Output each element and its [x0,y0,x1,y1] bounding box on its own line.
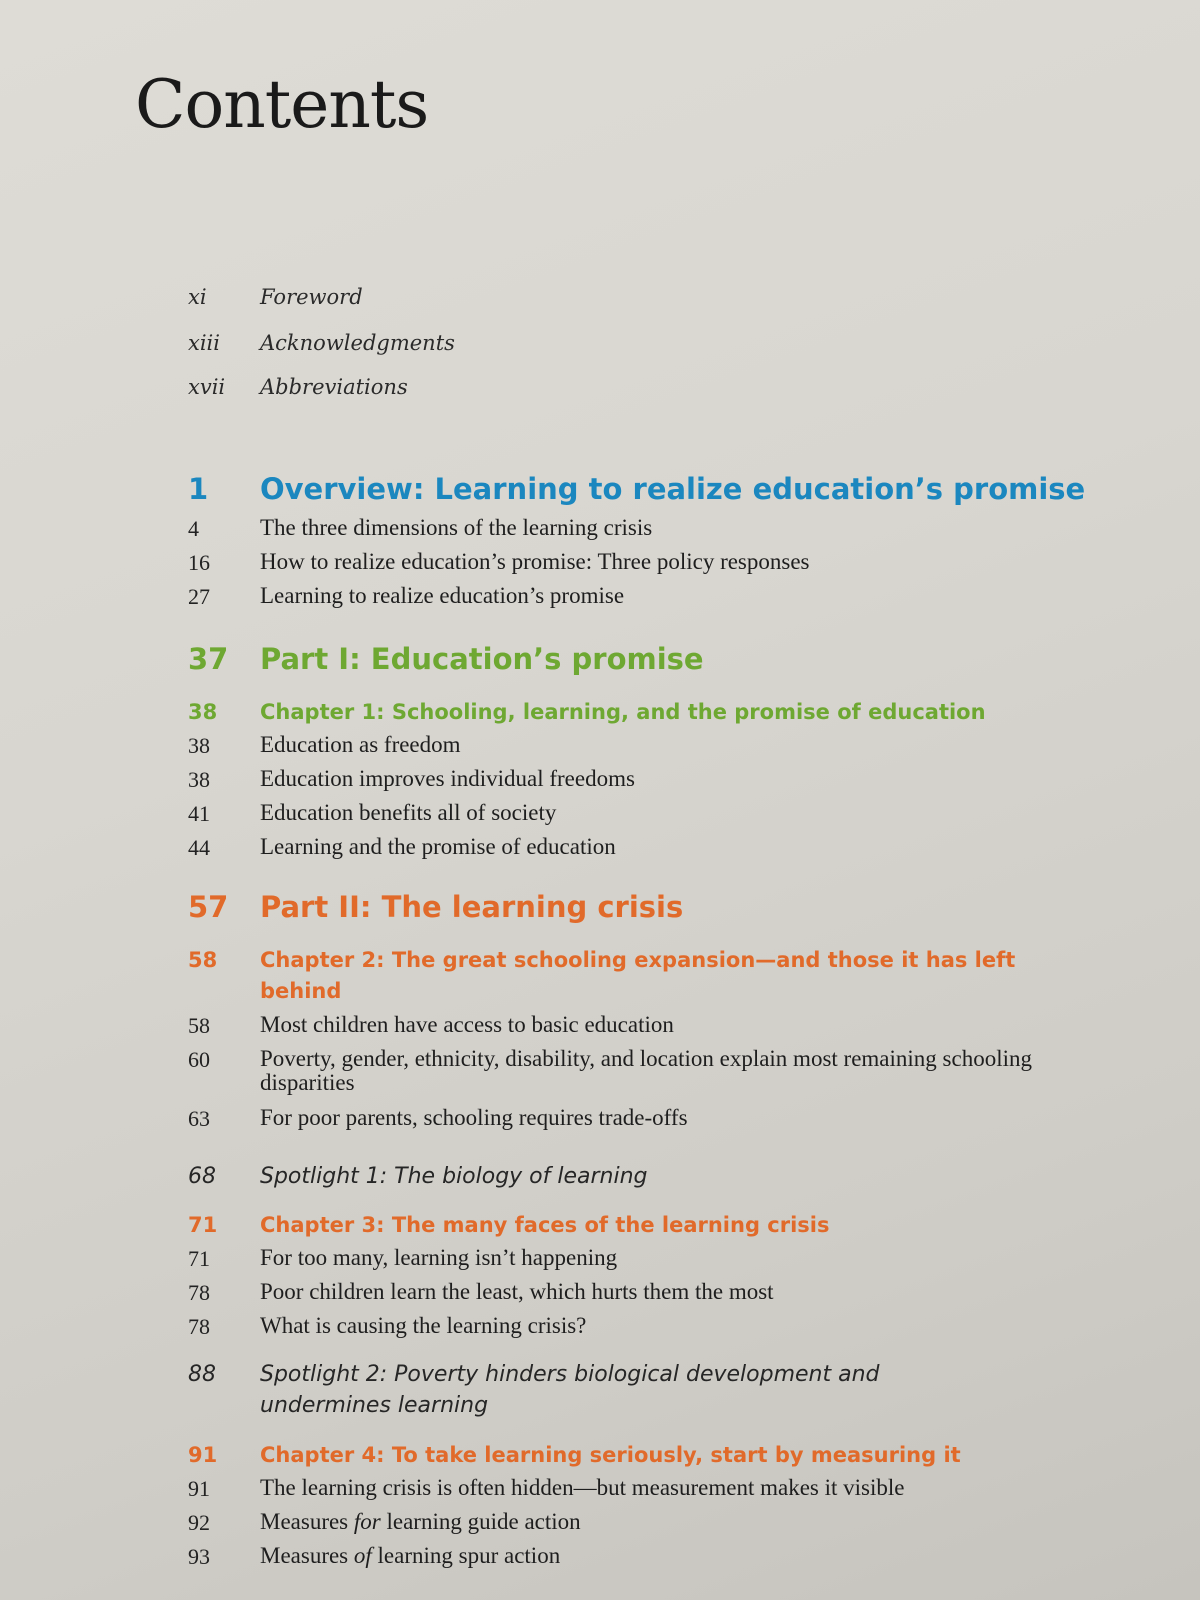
page-number: 38 [188,700,218,724]
title-part: learning guide action [380,1509,581,1534]
page-number: 71 [188,1246,210,1271]
entry-title [260,1544,1100,1568]
entry-title: Chapter 2: The great schooling expansion—and those it has left behind [260,948,1016,1003]
page-number: 58 [188,948,218,972]
page-number: 91 [188,1476,210,1501]
page-number: 88 [188,1362,216,1387]
title-part: Measures [260,1509,354,1534]
page-number: 68 [188,1164,216,1189]
entry-title: What is causing the learning crisis? [260,1313,587,1338]
page-number: 78 [188,1280,210,1305]
page-number: 4 [188,516,199,541]
entry-title: Learning to realize education’s promise [260,583,625,608]
entry-title: Part II: The learning crisis [260,890,684,924]
page-number: 16 [188,550,210,575]
page-number: 58 [188,1013,210,1038]
page-number: 41 [188,801,210,826]
entry-title: Spotlight 1: The biology of learning [260,1164,648,1189]
entry-title: Part I: Education’s promise [260,642,704,676]
entry-title: For too many, learning isn’t happening [260,1245,618,1270]
entry-title: Abbreviations [260,375,408,399]
page-number: 44 [188,835,210,860]
page-title: Contents [135,66,429,143]
page-number: 27 [188,584,210,609]
entry-title: Poor children learn the least, which hurts them the most [260,1279,774,1304]
entry-title: Learning and the promise of education [260,834,616,859]
page-number: 71 [188,1213,218,1237]
title-emphasis: for [353,1509,381,1534]
page-number: 38 [188,767,210,792]
entry-title: Chapter 4: To take learning seriously, start by measuring it [260,1443,961,1467]
page-number: 38 [188,733,210,758]
entry-title: How to realize education’s promise: Three policy responses [260,549,810,574]
page-number: 60 [188,1047,210,1072]
entry-title: Spotlight 2: Poverty hinders biological development and undermines learning [260,1362,880,1418]
title-part: learning spur action [371,1543,561,1568]
entry-title: The learning crisis is often hidden—but measurement makes it visible [260,1475,905,1500]
page-number: 57 [188,890,229,924]
page-number: 91 [188,1443,218,1467]
entry-title: Most children have access to basic education [260,1012,674,1037]
title-emphasis: of [353,1543,372,1568]
page-number: 78 [188,1314,210,1339]
entry-title: Acknowledgments [260,331,455,355]
entry-title: Education as freedom [260,732,461,757]
entry-title [260,1510,1100,1534]
entry-title: The three dimensions of the learning crisis [260,515,653,540]
page-number: xi [188,285,207,309]
page-number: 93 [188,1544,210,1569]
entry-title: Chapter 1: Schooling, learning, and the promise of education [260,700,986,724]
entry-title: Poverty, gender, ethnicity, disability, and location explain most remaining schooling disparities [260,1046,1032,1095]
page-number: 92 [188,1510,210,1535]
entry-title: Foreword [260,285,363,309]
title-part: Measures [260,1543,354,1568]
page-number: xvii [188,375,226,399]
entry-title: Chapter 3: The many faces of the learning crisis [260,1213,830,1237]
entry-title: For poor parents, schooling requires trade-offs [260,1105,688,1130]
entry-title: Overview: Learning to realize education’s promise [260,472,1086,506]
page-number: 1 [188,472,209,506]
entry-title: Education improves individual freedoms [260,766,635,791]
page-number: xiii [188,331,220,355]
page-number: 37 [188,642,229,676]
entry-title: Education benefits all of society [260,800,557,825]
page-number: 63 [188,1106,210,1131]
